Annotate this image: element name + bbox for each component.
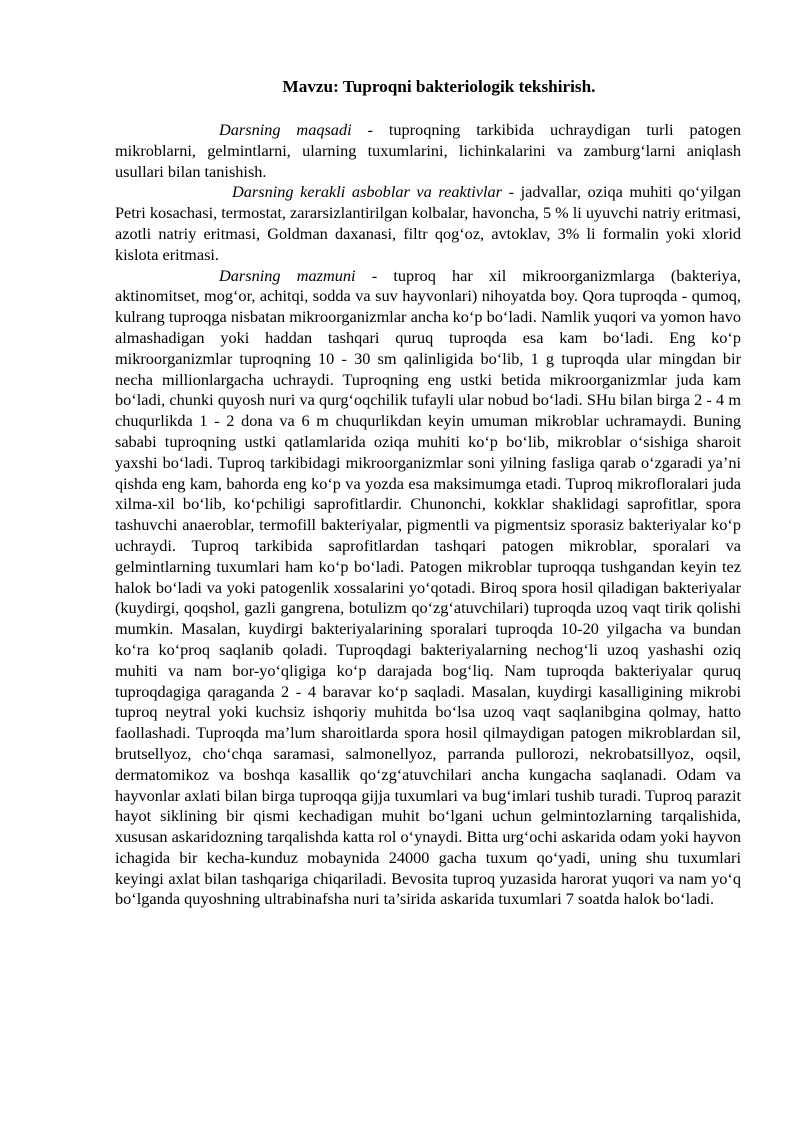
objective-lead: Darsning maqsadi — [219, 120, 352, 139]
document-page — [115, 76, 741, 910]
content-lead: Darsning mazmuni — [219, 265, 356, 285]
page-title: Mavzu: Tuproqni bakteriologik tekshirish. — [282, 77, 596, 96]
objective-paragraph — [115, 120, 741, 182]
materials-paragraph — [115, 182, 741, 265]
materials-text: - jadvallar, oziqa muhiti qo‘yilgan Petri kosachasi, termostat, zararsizlantirilgan kolbalar, havoncha, 5 % li uyuvchi natriy eritmasi, azotli natriy eritmasi, Goldman daxanasi, filtr qog‘oz, avtoklav, 3% li formalin yoki xlorid kislota eritmasi. — [115, 182, 741, 264]
content-text: - tuproq har xil mikroorganizmlarga (bakteriya, aktinomitset, mog‘or, achitqi, sodda va suv hayvonlari) nihoyatda boy. Qora tuproqda - qumoq, kulrang tuproqga nisbatan mikroorganizmlar ancha ko‘p bo‘ladi. Namlik yuqori va yomon havo almashadigan yoki haddan tashqari quruq tuproqda esa kam bo‘ladi. Eng ko‘p mikroorganizmlar tuproqning 10 - 30 sm qalinligida bo‘lib, 1 g tuproqda ular mingdan bir necha millionlargacha uchraydi. Tuproqning eng ustki betida mikroorganizmlar juda kam bo‘ladi, chunki quyosh nuri va qurg‘oqchilik tufayli ular nobud bo‘ladi. SHu bilan birga 2 - 4 m chuqurlikda 1 - 2 dona va 6 m chuqurlikdan keyin umuman mikroblar uchramaydi. Buning sababi tuproqning ustki qatlamlarida oziqa muhiti ko‘p bo‘lib, mikroblar o‘sishiga sharoit yaxshi bo‘ladi. Tuproq tarkibidagi mikroorganizmlar soni yilning fasliga qarab o‘zgaradi ya’ni qishda eng kam, bahorda eng ko‘p va yozda esa maksimumga etadi. Tuproq mikrofloralari juda xilma-xil bo‘lib, ko‘pchiligi saprofitlardir. Chunonchi, kokklar shaklidagi saprofitlar, spora tashuvchi anaeroblar, termofill bakteriyalar, pigmentli va pigmentsiz sporasiz bakteriyalar ko‘p uchraydi. Tuproq tarkibida saprofitlardan tashqari patogen mikroblar, sporalari va gelmintlarning tuxumlari ham ko‘p bo‘ladi. Patogen mikroblar tuproqqa tushgandan keyin tez halok bo‘ladi va yoki patogenlik xossalarini yo‘qotadi. Biroq spora hosil qiladigan bakteriyalar (kuydirgi, qoqshol, gazli gangrena, botulizm qo‘zg‘atuvchilari) tuproqda uzoq vaqt tirik qolishi mumkin. Masalan, kuydirgi bakteriyalarining sporalari tuproqda 10-20 yilgacha va bundan ko‘ra ko‘proq saqlanib qoladi. Tuproqdagi bakteriyalarning nechog‘li uzoq yashashi oziq muhiti va nam bor-yo‘qligiga ko‘p darajada bog‘liq. Nam tuproqda bakteriyalar quruq tuproqdagiga qaraganda 2 - 4 baravar ko‘p saqladi. Masalan, kuydirgi kasalligining mikrobi tuproq neytral yoki kuchsiz ishqoriy muhitda bo‘lsa uzoq vaqt saqlanibgina qolmay, hatto faollashadi. Tuproqda ma’lum sharoitlarda spora hosil qilmaydigan patogen mikroblardan sil, brutsellyoz, cho‘chqa saramasi, salmonellyoz, parranda pullorozi, nekrobatsillyoz, oqsil, dermatomikoz va boshqa kasallik qo‘zg‘atuvchilari ancha kungacha saqlanadi. Odam va hayvonlar axlati bilan birga tuproqqa gijja tuxumlari va bug‘imlari tushib turadi. Tuproq parazit hayot siklining bir qismi kechadigan muhit bo‘lgani uchun gelmintozlarning tarqalishida, xususan askaridozning tarqalishda katta rol o‘ynaydi. Bitta urg‘ochi askarida odam yoki hayvon ichagida bir kecha-kunduz mobaynida 24000 gacha tuxum qo‘yadi, uning shu tuxumlari keyingi axlat bilan tashqariga chiqariladi. Bevosita tuproq yuzasida harorat yuqori va nam yo‘q bo‘lganda quyoshning ultrabinafsha nuri ta’sirida askarida tuxumlari 7 soatda halok bo‘ladi. — [115, 265, 741, 909]
content-paragraph — [115, 266, 741, 911]
materials-lead: Darsning kerakli asboblar va reaktivlar — [232, 182, 502, 202]
objective-text: - tuproqning tarkibida uchraydigan turli patogen mikroblarni, gelmintlarni, ularning tuxumlarini, lichinkalarini va zamburg‘larni aniqlash usullari bilan tanishish. — [115, 120, 741, 181]
